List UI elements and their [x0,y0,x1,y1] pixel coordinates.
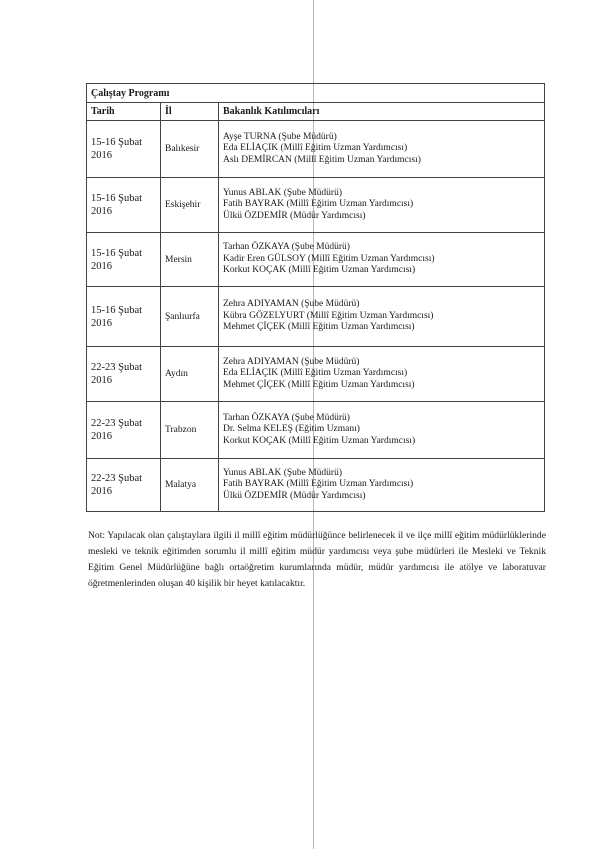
province-cell: Malatya [161,459,219,512]
participant-line: Zehra ADIYAMAN (Şube Müdürü) [223,356,360,367]
table-row [87,402,545,459]
table-row [87,178,545,233]
participant-line: Fatih BAYRAK (Millî Eğitim Uzman Yardımcısı) [223,479,414,490]
participants-cell [219,178,545,233]
province-cell: Balıkesir [161,121,219,178]
participant-line: Yunus ABLAK (Şube Müdürü) [223,187,343,198]
table-row [87,459,545,512]
header-participants: Bakanlık Katılımcıları [219,103,545,121]
date-cell [87,178,161,233]
participants-cell [219,459,545,512]
participant-line: Mehmet ÇİÇEK (Millî Eğitim Uzman Yardımcısı) [223,322,415,333]
participant-line: Korkut KOÇAK (Millî Eğitim Uzman Yardımcısı) [223,265,416,276]
date-cell [87,233,161,287]
date-line: 15-16 Şubat [91,193,143,204]
participant-line: Ülkü ÖZDEMİR (Müdür Yardımcısı) [223,490,366,501]
province-cell: Eskişehir [161,178,219,233]
date-line: 22-23 Şubat [91,473,143,484]
table-title-row [87,84,545,103]
workshop-program-table [86,83,545,512]
participant-line: Tarhan ÖZKAYA (Şube Müdürü) [223,412,350,423]
date-cell [87,287,161,347]
participant-line: Eda ELİAÇIK (Millî Eğitim Uzman Yardımcısı) [223,368,408,379]
participant-line: Aslı DEMİRCAN (Millî Eğitim Uzman Yardımcısı) [223,154,421,165]
date-line: 2016 [91,206,112,217]
table-title: Çalıştay Programı [87,84,545,103]
participants-cell [219,233,545,287]
date-cell [87,347,161,402]
table-header-row [87,103,545,121]
participants-cell [219,347,545,402]
date-line: 22-23 Şubat [91,418,143,429]
date-line: 2016 [91,317,112,329]
province-cell: Trabzon [161,402,219,459]
date-line: 22-23 Şubat [91,362,143,373]
participant-line: Zehra ADIYAMAN (Şube Müdürü) [223,299,360,310]
participant-line: Kadir Eren GÜLSOY (Millî Eğitim Uzman Yardımcısı) [223,253,435,264]
table-row [87,233,545,287]
participant-line: Fatih BAYRAK (Millî Eğitim Uzman Yardımcısı) [223,199,414,210]
table-body [87,121,545,512]
date-cell [87,459,161,512]
participant-line: Eda ELİAÇIK (Millî Eğitim Uzman Yardımcısı) [223,143,408,154]
footnote: Not: Yapılacak olan çalıştaylara ilgili il millî eğitim müdürlüğünce belirlenecek il ve ilçe millî eğitim müdürlüklerinde mesleki ve teknik eğitimden sorumlu il millî eğitim müdür yardımcısı veya şube müdürleri ile Mesleki ve Teknik Eğitim Genel Müdürlüğüne bağlı ortaöğretim kurumlarında müdür, müdür yardımcısı ile atölye ve laboratuvar öğretmenlerinden oluşan 40 kişilik bir heyet katılacaktır. [88,529,546,589]
participant-line: Mehmet ÇİÇEK (Millî Eğitim Uzman Yardımcısı) [223,379,415,390]
province-cell: Mersin [161,233,219,287]
date-line: 15-16 Şubat [91,304,143,316]
province-cell: Aydın [161,347,219,402]
date-line: 2016 [91,150,112,161]
province-cell: Şanlıurfa [161,287,219,347]
table-row [87,287,545,347]
date-line: 15-16 Şubat [91,137,143,148]
date-cell [87,121,161,178]
date-line: 2016 [91,260,112,272]
date-line: 2016 [91,375,112,386]
date-line: 2016 [91,431,112,442]
header-province: İl [161,103,219,121]
date-line: 2016 [91,486,112,497]
participant-line: Dr. Selma KELEŞ (Eğitim Uzmanı) [223,424,360,435]
participant-line: Yunus ABLAK (Şube Müdürü) [223,467,343,478]
date-line: 15-16 Şubat [91,247,143,259]
participants-cell [219,121,545,178]
date-cell [87,402,161,459]
participant-line: Korkut KOÇAK (Millî Eğitim Uzman Yardımcısı) [223,435,416,446]
table-row [87,347,545,402]
participant-line: Tarhan ÖZKAYA (Şube Müdürü) [223,242,350,253]
participant-line: Kübra GÖZELYURT (Millî Eğitim Uzman Yardımcısı) [223,310,434,321]
participant-line: Ülkü ÖZDEMİR (Müdür Yardımcısı) [223,210,366,221]
participant-line: Ayşe TURNA (Şube Müdürü) [223,131,337,142]
table-row [87,121,545,178]
participants-cell [219,287,545,347]
participants-cell [219,402,545,459]
header-date: Tarih [87,103,161,121]
